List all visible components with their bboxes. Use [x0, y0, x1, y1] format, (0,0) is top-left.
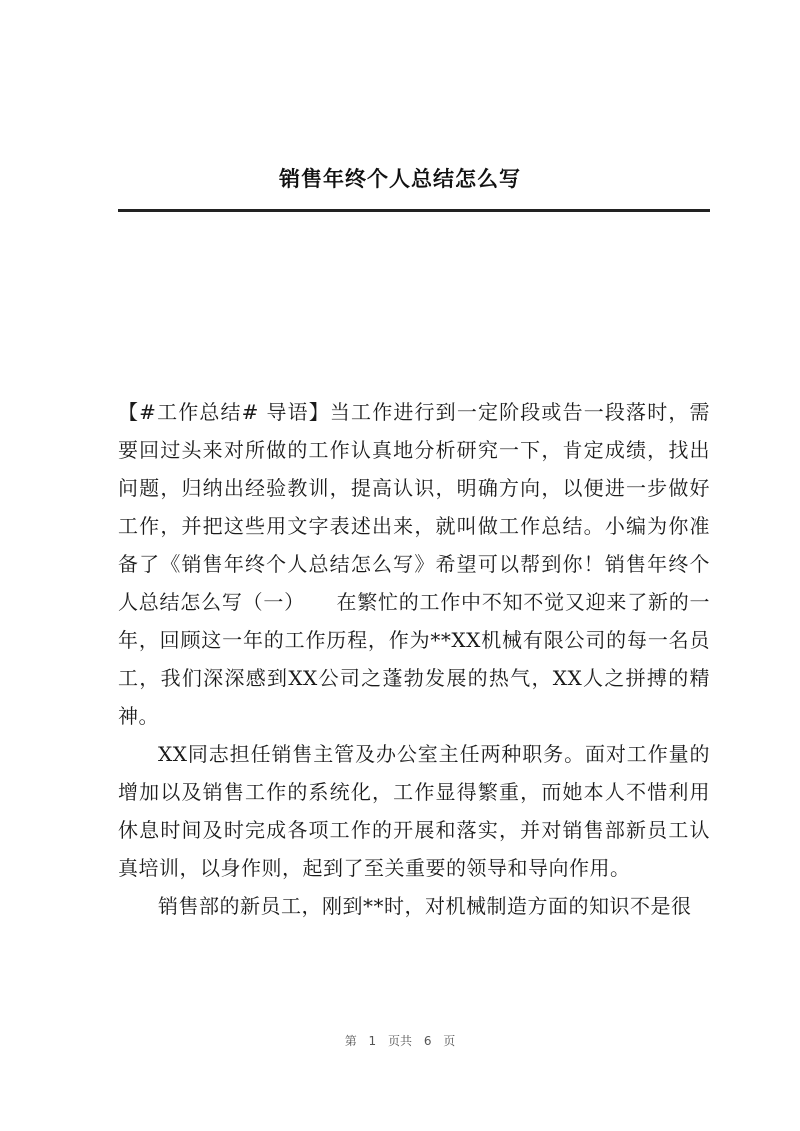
document-body	[118, 393, 710, 925]
title-underline	[118, 209, 710, 212]
document-title: 销售年终个人总结怎么写	[279, 167, 521, 191]
page-number-footer: 第 1 页共 6 页	[344, 1034, 456, 1048]
paragraph-3: 销售部的新员工，刚到**时，对机械制造方面的知识不是很	[158, 894, 692, 918]
paragraph-2: XX同志担任销售主管及办公室主任两种职务。面对工作量的增加以及销售工作的系统化，工作显得繁重，而她本人不惜利用休息时间及时完成各项工作的开展和落实，并对销售部新员工认真培训，以身作则，起到了至关重要的领导和导向作用。	[118, 742, 710, 880]
paragraph-intro: 【#工作总结# 导语】当工作进行到一定阶段或告一段落时，需要回过头来对所做的工作认真地分析研究一下，肯定成绩，找出问题，归纳出经验教训，提高认识，明确方向，以便进一步做好工作，并把这些用文字表述出来，就叫做工作总结。小编为你准备了《销售年终个人总结怎么写》希望可以帮到你！销售年终个人总结怎么写（一） 在繁忙的工作中不知不觉又迎来了新的一年，回顾这一年的工作历程，作为**XX机械有限公司的每一名员工，我们深深感到XX公司之蓬勃发展的热气，XX人之拼搏的精神。	[118, 400, 710, 728]
